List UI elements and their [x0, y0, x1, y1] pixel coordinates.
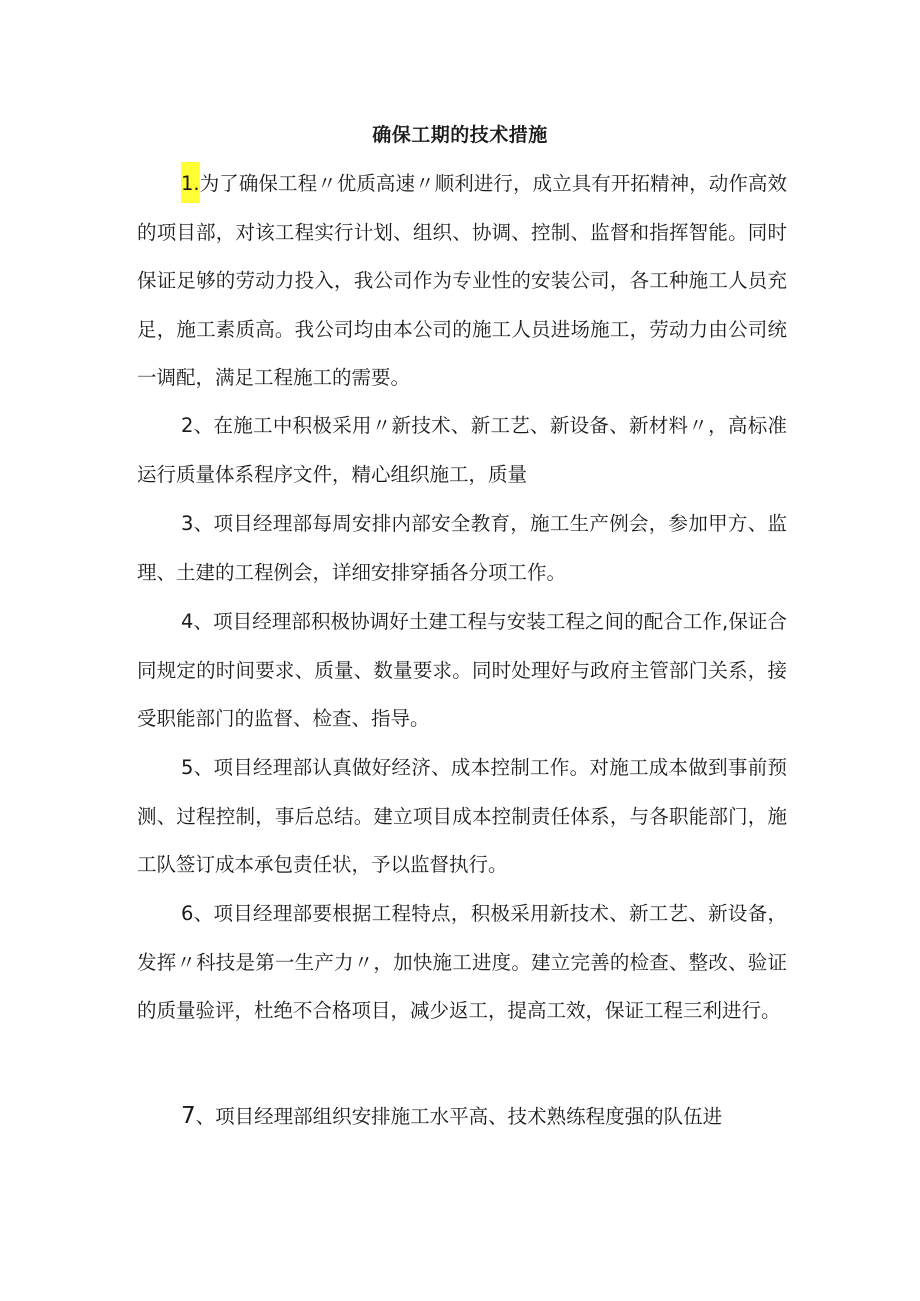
- paragraph-number: 4、: [181, 610, 214, 633]
- paragraph-text: 、项目经理部组织安排施工水平高、技术熟练程度强的队伍进: [195, 1105, 723, 1128]
- paragraph-5: [137, 744, 787, 890]
- paragraph-7: [137, 1092, 787, 1142]
- paragraph-text: 为了确保工程〃优质高速〃顺利进行，成立具有开拓精神，动作高效的项目部，对该工程实行计划、组织、协调、控制、监督和指挥智能。同时保证足够的劳动力投入，我公司作为专业性的安装公司，各工种施工人员充足，施工素质高。我公司均由本公司的施工人员进场施工，劳动力由公司统一调配，满足工程施工的需要。: [137, 172, 787, 389]
- paragraph-1: [137, 160, 787, 403]
- paragraph-number: 7: [181, 1103, 196, 1129]
- document-title: 确保工期的技术措施: [372, 124, 548, 146]
- paragraph-text: 在施工中积极采用〃新技术、新工艺、新设备、新材料〃，高标准运行质量体系程序文件，精心组织施工，质量: [137, 414, 787, 486]
- paragraph-4: [137, 598, 787, 744]
- paragraph-text: 项目经理部认真做好经济、成本控制工作。对施工成本做到事前预测、过程控制，事后总结。建立项目成本控制责任体系，与各职能部门，施工队签订成本承包责任状，予以监督执行。: [137, 756, 787, 876]
- paragraph-number-highlighted: 1.: [181, 162, 200, 203]
- paragraph-text: 项目经理部每周安排内部安全教育，施工生产例会，参加甲方、监理、土建的工程例会，详细安排穿插各分项工作。: [137, 512, 787, 584]
- paragraph-2: [137, 402, 787, 499]
- paragraph-text: 项目经理部积极协调好土建工程与安装工程之间的配合工作,保证合同规定的时间要求、质量、数量要求。同时处理好与政府主管部门关系，接受职能部门的监督、检查、指导。: [137, 610, 787, 730]
- paragraph-number: 5、: [181, 756, 214, 779]
- paragraph-6: [137, 890, 787, 1036]
- paragraph-number: 2、: [181, 414, 214, 437]
- paragraph-number: 3、: [181, 512, 214, 535]
- paragraph-text: 项目经理部要根据工程特点，积极采用新技术、新工艺、新设备，发挥〃科技是第一生产力〃，加快施工进度。建立完善的检查、整改、验证的质量验评，杜绝不合格项目，减少返工，提高工效，保证工程三利进行。: [137, 902, 787, 1022]
- paragraph-number: 6、: [181, 902, 214, 925]
- paragraph-3: [137, 500, 787, 597]
